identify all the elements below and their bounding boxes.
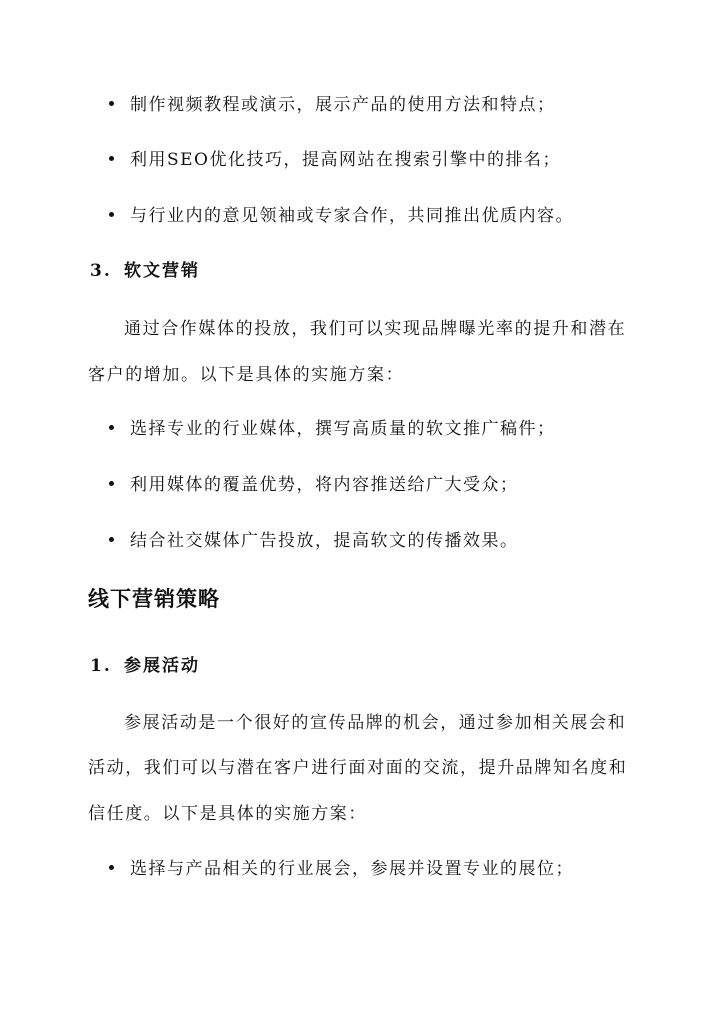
bullet-icon [109, 865, 114, 870]
section-title: 线下营销策略 [88, 586, 220, 611]
bullet-icon [109, 537, 114, 542]
subsection-heading [90, 256, 200, 281]
list-item [109, 414, 556, 439]
paragraph-line: 活动，我们可以与潜在客户进行面对面的交流，提升品牌知名度和 [88, 758, 628, 778]
list-item-text: 结合社交媒体广告投放，提高软文的传播效果。 [130, 531, 519, 551]
list-item [109, 90, 556, 115]
bullet-icon [109, 156, 114, 161]
list-item [109, 201, 574, 226]
subsection-number: 3. [90, 261, 112, 281]
list-item-text: 选择与产品相关的行业展会，参展并设置专业的展位； [130, 859, 574, 879]
list-item-text: 利用SEO优化技巧，提高网站在搜索引擎中的排名； [130, 150, 561, 170]
list-item-text: 选择专业的行业媒体，撰写高质量的软文推广稿件； [130, 419, 556, 439]
subsection-title: 参展活动 [124, 656, 200, 676]
list-item [109, 470, 519, 495]
paragraph-line: 通过合作媒体的投放，我们可以实现品牌曝光率的提升和潜在 [124, 319, 627, 339]
list-item [109, 526, 519, 551]
paragraph-line: 客户的增加。以下是具体的实施方案： [88, 365, 405, 385]
paragraph-line: 信任度。以下是具体的实施方案： [88, 804, 367, 824]
subsection-heading [90, 651, 200, 676]
bullet-icon [109, 101, 114, 106]
subsection-title: 软文营销 [124, 261, 200, 281]
bullet-icon [109, 481, 114, 486]
list-item-text: 利用媒体的覆盖优势，将内容推送给广大受众； [130, 475, 519, 495]
list-item [109, 854, 574, 879]
list-item [109, 145, 561, 170]
list-item-text: 制作视频教程或演示，展示产品的使用方法和特点； [130, 95, 556, 115]
subsection-number: 1. [90, 656, 112, 676]
bullet-icon [109, 212, 114, 217]
bullet-icon [109, 425, 114, 430]
list-item-text: 与行业内的意见领袖或专家合作，共同推出优质内容。 [130, 206, 574, 226]
paragraph-line: 参展活动是一个很好的宣传品牌的机会，通过参加相关展会和 [124, 713, 627, 733]
